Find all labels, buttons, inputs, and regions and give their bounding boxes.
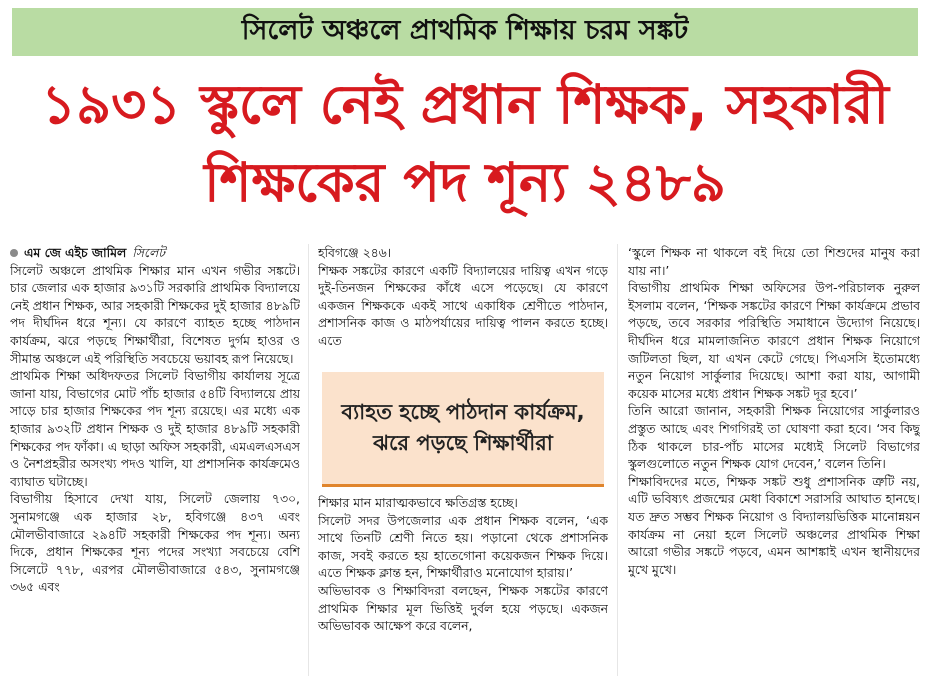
headline-line-1: ১৯৩১ স্কুলে নেই প্রধান শিক্ষক, সহকারী xyxy=(41,73,889,136)
column-divider xyxy=(308,244,309,676)
column-1 xyxy=(10,244,300,678)
column-2-bottom xyxy=(318,494,608,678)
column-divider xyxy=(617,244,618,676)
pull-quote: ব্যাহত হচ্ছে পাঠদান কার্যক্রম, ঝরে পড়ছে শিক্ষার্থীরা xyxy=(322,372,604,487)
bullet-icon xyxy=(10,249,18,257)
byline-place: সিলেট xyxy=(132,245,165,260)
byline xyxy=(10,244,300,262)
kicker-banner: সিলেট অঞ্চলে প্রাথমিক শিক্ষায় চরম সঙ্কট xyxy=(12,8,918,56)
paragraph: বিভাগীয় প্রাথমিক শিক্ষা অফিসের উপ-পরিচালক নুরুল ইসলাম বলেন, ‘শিক্ষক সঙ্কটের কারণে শিক্ষা কার্যক্রমে প্রভাব পড়ছে, তবে সরকার পরিস্থিতি সমাধানে উদ্যোগ নিয়েছে। দীর্ঘদিন ধরে মামলাজনিত কারণে প্রধান শিক্ষক নিয়োগে জটিলতা ছিল, যা এখন কেটে গেছে। পিএসসি ইতোমধ্যে নতুন নিয়োগ সার্কুলার দিয়েছে। আশা করা যায়, আগামী কয়েক মাসের মধ্যে প্রধান শিক্ষক সঙ্কট দূর হবে।’ xyxy=(628,280,920,401)
headline-line-2: শিক্ষকের পদ শূন্য ২৪৮৯ xyxy=(204,151,726,214)
paragraph: ‘স্কুলে শিক্ষক না থাকলে বই দিয়ে তো শিশুদের মানুষ করা যায় না।’ xyxy=(628,245,920,278)
byline-author: এম জে এইচ জামিল xyxy=(24,245,127,260)
paragraph: প্রাথমিক শিক্ষা অধিদফতর সিলেট বিভাগীয় কার্যালয় সূত্রে জানা যায়, বিভাগের মোট পাঁচ হাজার ৫৪টি বিদ্যালয়ে প্রায় সাড়ে চার হাজার শিক্ষকের পদ শূন্য রয়েছে। এর মধ্যে এক হাজার ৯৩২টি প্রধান শিক্ষক ও দুই হাজার ৪৮৯টি সহকারী শিক্ষকের পদ ফাঁকা। এ ছাড়া অফিস সহকারী, এমএলএসএস ও নৈশপ্রহরীর অসংখ্য পদও খালি, যা প্রশাসনিক কার্যক্রমেও ব্যাঘাত ঘটাচ্ছে। xyxy=(10,368,300,489)
column-3 xyxy=(628,244,920,678)
paragraph: হবিগঞ্জে ২৪৬। xyxy=(318,245,392,260)
paragraph: তিনি আরো জানান, সহকারী শিক্ষক নিয়োগের সার্কুলারও প্রস্তুত আছে এবং শিগগিরই তা ঘোষণা করা হবে। ‘সব কিছু ঠিক থাকলে চার-পাঁচ মাসের মধ্যেই সিলেট বিভাগের স্কুলগুলোতে নতুন শিক্ষক যোগ দেবেন,’ বলেন তিনি। xyxy=(628,403,920,472)
paragraph: শিক্ষাবিদদের মতে, শিক্ষক সঙ্কট শুধু প্রশাসনিক ত্রুটি নয়, এটি ভবিষ্যৎ প্রজন্মের মেধা বিকাশে সরাসরি আঘাত হানছে। যত দ্রুত সম্ভব শিক্ষক নিয়োগ ও বিদ্যালয়ভিত্তিক মানোন্নয়ন কার্যক্রম না নেয়া হলে সিলেট অঞ্চলের প্রাথমিক শিক্ষা আরো গভীর সঙ্কটে পড়বে, এমন আশঙ্কাই এখন স্থানীয়দের মুখে মুখে। xyxy=(628,473,920,577)
column-2-top xyxy=(318,244,608,366)
paragraph: বিভাগীয় হিসাবে দেখা যায়, সিলেট জেলায় ৭৩০, সুনামগঞ্জে এক হাজার ২৮, হবিগঞ্জে ৪৩৭ এবং মৌলভীবাজারে ২৯৪টি সহকারী শিক্ষকের পদ শূন্য। অন্য দিকে, প্রধান শিক্ষকের শূন্য পদের সংখ্যা সবচেয়ে বেশি সিলেটে ৭৭৮, এরপর মৌলভীবাজারে ৫৪৩, সুনামগঞ্জে ৩৬৫ এবং xyxy=(10,491,300,595)
paragraph: অভিভাবক ও শিক্ষাবিদরা বলছেন, শিক্ষক সঙ্কটের কারণে প্রাথমিক শিক্ষার মূল ভিত্তিই দুর্বল হয়ে পড়ছে। একজন অভিভাবক আক্ষেপ করে বলেন, xyxy=(318,582,608,634)
headline xyxy=(12,66,918,222)
paragraph: সিলেট অঞ্চলে প্রাথমিক শিক্ষার মান এখন গভীর সঙ্কটে। চার জেলার এক হাজার ৯৩১টি সরকারি প্রাথমিক বিদ্যালয়ে নেই প্রধান শিক্ষক, আর সহকারী শিক্ষকের দুই হাজার ৪৮৯টি পদ দীর্ঘদিন ধরে শূন্য। যে কারণে ব্যাহত হচ্ছে পাঠদান কার্যক্রম, ঝরে পড়ছে শিক্ষার্থীরা, বিশেষত দুর্গম হাওর ও সীমান্ত অঞ্চলে এই পরিস্থিতি সবচেয়ে ভয়াবহ রূপ নিয়েছে। xyxy=(10,262,300,366)
paragraph: সিলেট সদর উপজেলার এক প্রধান শিক্ষক বলেন, ‘এক সাথে তিনটি শ্রেণী নিতে হয়। পড়ানো থেকে প্রশাসনিক কাজ, সবই করতে হয় হাতেগোনা কয়েকজন শিক্ষক দিয়ে। এতে শিক্ষক ক্লান্ত হন, শিক্ষার্থীরাও মনোযোগ হারায়।’ xyxy=(318,512,608,581)
paragraph: শিক্ষার মান মারাত্মকভাবে ক্ষতিগ্রস্ত হচ্ছে। xyxy=(318,495,518,510)
paragraph: শিক্ষক সঙ্কটের কারণে একটি বিদ্যালয়ের দায়িত্ব এখন গড়ে দুই-তিনজন শিক্ষকের কাঁধে এসে পড়েছে। যে কারণে একজন শিক্ষককে একই সাথে একাধিক শ্রেণীতে পাঠদান, প্রশাসনিক কাজ ও মাঠপর্যায়ের দায়িত্ব পালন করতে হচ্ছে। এতে xyxy=(318,262,608,348)
